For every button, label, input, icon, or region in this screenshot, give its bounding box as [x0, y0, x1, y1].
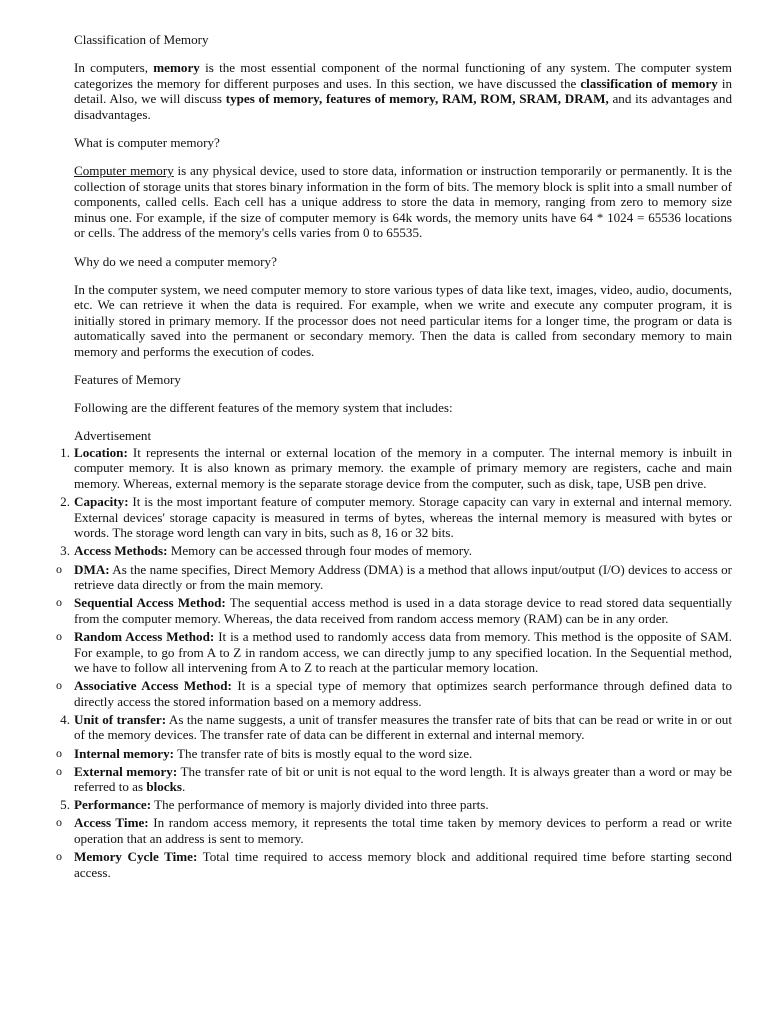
sub-item-sequential-access — [56, 595, 732, 626]
item-bold-blocks: blocks — [146, 779, 182, 795]
item-label: Unit of transfer: — [74, 711, 167, 727]
list-item-access-methods — [60, 543, 732, 559]
need-paragraph: In the computer system, we need computer memory to store various types of data like text, images, video, audio, documents, etc. We can retrieve it when the data is required. For example, when we write and execute any computer program, it is initially stored in primary memory. If the processor does not need particular items for a longer time, the program or data is automatically saved into the permanent or secondary memory. Then the data is called from secondary memory to main memory and performs the execution of codes. — [74, 281, 732, 359]
item-text: Total time required to access memory block and additional required time before starting second access. — [74, 849, 732, 880]
item-label: Associative Access Method: — [74, 678, 232, 694]
item-label: Location: — [74, 444, 128, 460]
item-label: Capacity: — [74, 494, 129, 510]
intro-bold-classification: classification of memory — [580, 75, 718, 91]
item-text: It is a special type of memory that optimizes search performance through defined data to directly access the stored information based on a memory address. — [74, 678, 732, 709]
intro-bold-types: types of memory, features of memory, RAM, ROM, SRAM, DRAM, — [225, 91, 609, 107]
item-label: External memory: — [74, 763, 178, 779]
item-text: It is a method used to randomly access data from memory. This method is the opposite of SAM. For example, to go from A to Z in random access, we can directly jump to any specified location. In the Sequential method, we have to follow all intervening from A to Z to reach at the particular memory location. — [74, 628, 733, 676]
sub-item-dma — [56, 561, 732, 593]
intro-text-1: In computers, — [74, 60, 154, 76]
document-title: Classification of Memory — [74, 32, 209, 47]
item-label: Memory Cycle Time: — [74, 849, 198, 865]
question-why-memory: Why do we need a computer memory? — [74, 253, 277, 269]
item-text: It is the most important feature of computer memory. Storage capacity can vary in external and internal memory. External devices' storage capacity is measured in terms of bytes, whereas the internal memory is measured with bytes or words. The storage word length can vary in bits, such as 8, 16 or 32 bits. — [74, 494, 732, 541]
sub-item-internal-memory — [56, 745, 732, 762]
definition-text: is any physical device, used to store data, information or instruction temporarily or permanently. It is the collection of storage units that stores binary information in the form of bits. The memory block is split into a small number of components, called cells. Each cell has a unique address to store the data in memory, ranging from zero to memory size minus one. For example, if the size of computer memory is 64k words, the memory units have 64 * 1024 = 65536 locations or cells. The address of the memory's cells varies from 0 to 65535. — [74, 163, 732, 241]
sub-item-memory-cycle-time — [56, 849, 732, 880]
list-number: 4. — [60, 711, 70, 727]
item-label: Performance: — [74, 797, 152, 813]
list-item-location — [60, 444, 732, 492]
list-number: 5. — [60, 797, 70, 813]
item-text: The transfer rate of bits is mostly equal to the word size. — [174, 745, 473, 761]
list-item-unit-of-transfer — [60, 711, 732, 743]
item-text: In random access memory, it represents the total time taken by memory devices to perform a read or write operation that an address is sent to memory. — [74, 815, 732, 847]
item-text: The transfer rate of bit or unit is not equal to the word length. It is always greater than a word or may be referred to as — [74, 763, 732, 795]
item-text: The performance of memory is majorly divided into three parts. — [151, 797, 489, 813]
item-label: DMA: — [74, 561, 110, 577]
sub-bullet-icon: o — [56, 561, 62, 576]
item-text: As the name specifies, Direct Memory Address (DMA) is a method that allows input/output (I/O) devices to access or retrieve data directly or from the main memory. — [74, 561, 732, 593]
sub-bullet-icon: o — [56, 678, 62, 693]
features-heading: Features of Memory — [74, 372, 181, 388]
sub-item-associative-access — [56, 678, 732, 709]
sub-item-access-time — [56, 815, 732, 847]
sub-bullet-icon: o — [56, 763, 62, 778]
sub-item-random-access — [56, 628, 733, 676]
list-item-capacity — [60, 494, 732, 541]
item-text: It represents the internal or external location of the memory in a computer. The internal memory is inbuilt in computer memory. It is also known as primary memory. the example of primary memory are registers, cache and main memory. Whereas, external memory is the separate storage device from the computer, such as disk, tape, USB pen drive. — [74, 444, 732, 492]
intro-bold-memory: memory — [153, 60, 200, 76]
item-label: Random Access Method: — [74, 628, 215, 644]
list-number: 3. — [60, 543, 70, 559]
intro-paragraph — [74, 60, 732, 122]
item-label: Access Methods: — [74, 543, 168, 559]
list-number: 2. — [60, 494, 70, 510]
advertisement-label: Advertisement — [74, 428, 152, 444]
item-text-end: . — [182, 779, 186, 795]
item-label: Internal memory: — [74, 745, 174, 761]
sub-bullet-icon: o — [56, 849, 62, 864]
item-text: As the name suggests, a unit of transfer measures the transfer rate of bits that can be read or write in or out of the memory devices. The transfer rate of data can be different in external and internal memory. — [74, 711, 732, 743]
item-label: Sequential Access Method: — [74, 595, 226, 611]
sub-bullet-icon: o — [56, 628, 62, 643]
sub-bullet-icon: o — [56, 815, 62, 830]
sub-bullet-icon: o — [56, 595, 62, 610]
intro-text-4: and its advantages and disadvantages. — [74, 91, 732, 122]
item-text: The sequential access method is used in a data storage device to read stored data sequentially from the computer memory. Whereas, the data received from random access memory (RAM) can be in any order. — [74, 595, 732, 626]
sub-item-external-memory — [56, 763, 732, 795]
item-text: Memory can be accessed through four modes of memory. — [167, 543, 473, 559]
features-list — [56, 444, 733, 880]
intro-text-3: in detail. Also, we will discuss — [74, 75, 733, 107]
definition-paragraph — [74, 163, 732, 241]
list-item-performance — [60, 797, 732, 813]
item-label: Access Time: — [74, 815, 149, 831]
features-intro: Following are the different features of the memory system that includes: — [74, 400, 453, 416]
computer-memory-link[interactable]: Computer memory — [74, 163, 174, 179]
sub-bullet-icon: o — [56, 745, 62, 760]
list-number: 1. — [60, 444, 70, 460]
intro-text-2: is the most essential component of the normal functioning of any system. The computer system categorizes the memory for different purposes and uses. In this section, we have discussed the — [74, 60, 732, 91]
question-what-is-memory: What is computer memory? — [74, 134, 220, 150]
